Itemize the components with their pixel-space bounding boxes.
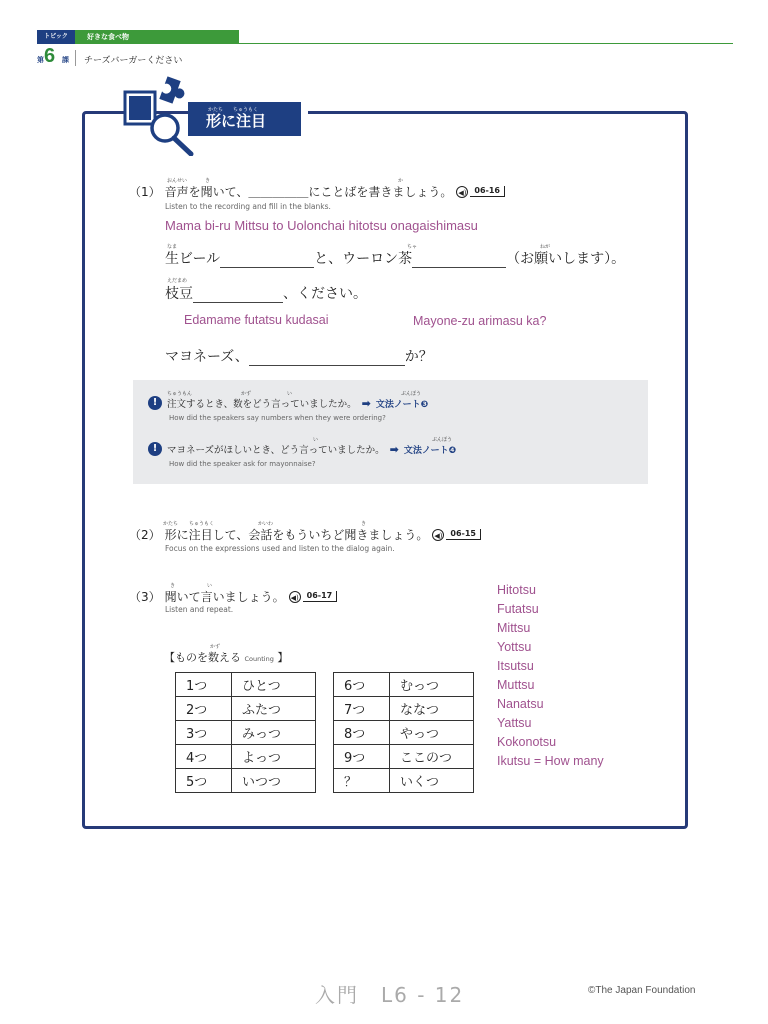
romaji-item: Kokonotsu: [497, 735, 557, 749]
reading-cell: やっつ: [390, 721, 474, 745]
romaji-item: Itsutsu: [497, 659, 534, 673]
copyright: ©The Japan Foundation: [588, 985, 696, 996]
q3-audio[interactable]: [289, 591, 338, 603]
q3-instruction: 聞いて言いましょう。: [164, 590, 285, 604]
line1-a: 生ビール: [165, 251, 221, 267]
q1-line-1: [165, 248, 625, 268]
q3-audio-code: 06-17: [303, 591, 338, 602]
note-1: [148, 396, 428, 410]
counting-title: 【ものを数える Counting 】: [164, 651, 289, 664]
line2-a: 枝豆: [165, 286, 193, 302]
q1-ruby-2: き: [205, 178, 211, 184]
section-title: 形に注目: [188, 102, 301, 136]
reading-cell: ここのつ: [390, 745, 474, 769]
table-row: [334, 769, 474, 793]
q1-row: [129, 183, 505, 200]
numeral-cell: 1つ: [176, 673, 232, 697]
reading-cell: むっつ: [390, 673, 474, 697]
exclamation-icon: !: [148, 442, 162, 456]
reading-cell: ひとつ: [232, 673, 316, 697]
note1-text: 注文するとき、数をどう言っていましたか。: [167, 399, 357, 410]
speaker-icon: ◀): [289, 591, 301, 603]
note2-english: How did the speaker ask for mayonnaise?: [169, 460, 316, 468]
line2-a-ruby: えだまめ: [167, 278, 188, 284]
q2-ruby-1: かたち: [163, 521, 179, 527]
table-row: [334, 673, 474, 697]
numeral-cell: 4つ: [176, 745, 232, 769]
q2-ruby-3: かいわ: [258, 521, 274, 527]
q3-number: （3）: [129, 590, 161, 604]
q2-english: Focus on the expressions used and listen to the dialog again.: [165, 544, 395, 553]
table-row: [176, 697, 316, 721]
reading-cell: ななつ: [390, 697, 474, 721]
topic-name: 好きな食べ物: [87, 33, 129, 41]
romaji-item: Muttsu: [497, 678, 535, 692]
q1-hint-1: Mama bi-ru Mittsu to Uolonchai hitotsu onagaishimasu: [165, 218, 478, 233]
table-row: [334, 745, 474, 769]
romaji-item: Yottsu: [497, 640, 532, 654]
lesson-number: 6: [44, 45, 56, 67]
note2-text: マヨネーズがほしいとき、どう言っていましたか。: [167, 445, 385, 456]
table-row: [176, 745, 316, 769]
lesson-prefix: 第: [37, 56, 44, 64]
lesson-suffix: 課: [62, 56, 69, 64]
speaker-icon: ◀): [432, 529, 444, 541]
note2-ruby-1: い: [313, 437, 319, 443]
speaker-icon: ◀): [456, 186, 468, 198]
reading-cell: いつつ: [232, 769, 316, 793]
q1-audio-code: 06-16: [470, 186, 505, 197]
romaji-item: Mittsu: [497, 621, 531, 635]
counting-title-ruby: かず: [210, 644, 221, 650]
q2-number: （2）: [129, 528, 161, 542]
note-2: [148, 442, 456, 456]
romaji-item: Nanatsu: [497, 697, 544, 711]
q2-ruby-2: ちゅうもく: [189, 521, 215, 527]
numeral-cell: 2つ: [176, 697, 232, 721]
q3-english: Listen and repeat.: [165, 605, 234, 614]
section-title-ruby-1: かたち: [208, 107, 224, 113]
counting-table-right: [333, 672, 474, 793]
blank-4[interactable]: [249, 349, 405, 366]
frame-gap: [300, 104, 308, 116]
reading-cell: みっつ: [232, 721, 316, 745]
arrow-right-icon: ➡: [389, 442, 399, 456]
q1-line-3: [165, 346, 433, 366]
blank-1[interactable]: [220, 251, 314, 268]
reading-cell: ふたつ: [232, 697, 316, 721]
q1-hint-3: Mayone-zu arimasu ka?: [413, 314, 547, 328]
blank-2[interactable]: [412, 251, 506, 268]
note1-ruby-1: ちゅうもん: [167, 391, 193, 397]
reading-cell: いくつ: [390, 769, 474, 793]
section-title-ruby-2: ちゅうもく: [233, 107, 259, 113]
numeral-cell: 3つ: [176, 721, 232, 745]
note1-ruby-2: かず: [241, 391, 252, 397]
romaji-item: Yattsu: [497, 716, 532, 730]
line1-c: （お願いします）。: [506, 251, 626, 267]
topic-tag: トピック: [37, 30, 75, 44]
blank-3[interactable]: [193, 286, 283, 303]
note2-ref[interactable]: 文法ノート❹: [403, 445, 457, 456]
q3-ruby-1: き: [170, 583, 176, 589]
lesson-title: チーズバーガーください: [84, 56, 183, 66]
q1-number: （1）: [129, 185, 161, 199]
line1-c-ruby: ねが: [540, 244, 551, 250]
table-row: [334, 721, 474, 745]
q3-ruby-2: い: [207, 583, 213, 589]
q2-audio[interactable]: [432, 529, 481, 541]
line3-b: か？: [404, 349, 433, 365]
q1-ruby-1: おんせい: [167, 178, 188, 184]
table-row: [176, 721, 316, 745]
page-number: 入門 L6 - 12: [315, 983, 465, 1007]
numeral-cell: 9つ: [334, 745, 390, 769]
q1-hint-2: Edamame futatsu kudasai: [184, 313, 329, 327]
numeral-cell: 5つ: [176, 769, 232, 793]
exclamation-icon: !: [148, 396, 162, 410]
note2-ref-ruby: ぶんぽう: [432, 437, 453, 443]
q1-line-2: [165, 283, 367, 303]
q1-instruction: 音声を聞いて、＿＿＿＿＿にことばを書きましょう。: [164, 185, 453, 199]
numeral-cell: ？: [334, 769, 390, 793]
note1-english: How did the speakers say numbers when they were ordering?: [169, 414, 386, 422]
q1-audio[interactable]: [456, 186, 505, 198]
numeral-cell: 7つ: [334, 697, 390, 721]
arrow-right-icon: ➡: [361, 396, 371, 410]
q2-ruby-4: き: [361, 521, 367, 527]
note1-ref[interactable]: 文法ノート❸: [375, 399, 429, 410]
note1-ref-ruby: ぶんぽう: [401, 391, 422, 397]
romaji-item: Hitotsu: [497, 583, 536, 597]
counting-table-left: [175, 672, 316, 793]
lesson-separator: [75, 50, 76, 66]
table-row: [176, 673, 316, 697]
q1-english: Listen to the recording and fill in the blanks.: [165, 202, 331, 211]
topic-bar: [37, 30, 239, 44]
q2-audio-code: 06-15: [446, 529, 481, 540]
topic-divider: [239, 43, 733, 44]
q3-row: [129, 588, 337, 605]
puzzle-magnifier-icon: [123, 72, 203, 156]
line1-b-ruby: ちゃ: [407, 244, 418, 250]
q2-instruction: 形に注目して、会話をもういちど聞きましょう。: [164, 528, 429, 542]
q2-row: [129, 526, 481, 543]
line1-a-ruby: なま: [167, 244, 178, 250]
line1-b: と、ウーロン茶: [314, 251, 413, 267]
note1-ruby-3: い: [287, 391, 293, 397]
line2-b: 、ください。: [283, 286, 367, 302]
numeral-cell: 6つ: [334, 673, 390, 697]
table-row: [334, 697, 474, 721]
reading-cell: よっつ: [232, 745, 316, 769]
line3-a: マヨネーズ、: [165, 349, 249, 365]
q1-ruby-3: か: [398, 178, 404, 184]
numeral-cell: 8つ: [334, 721, 390, 745]
romaji-item: Ikutsu = How many: [497, 754, 604, 768]
romaji-item: Futatsu: [497, 602, 539, 616]
table-row: [176, 769, 316, 793]
